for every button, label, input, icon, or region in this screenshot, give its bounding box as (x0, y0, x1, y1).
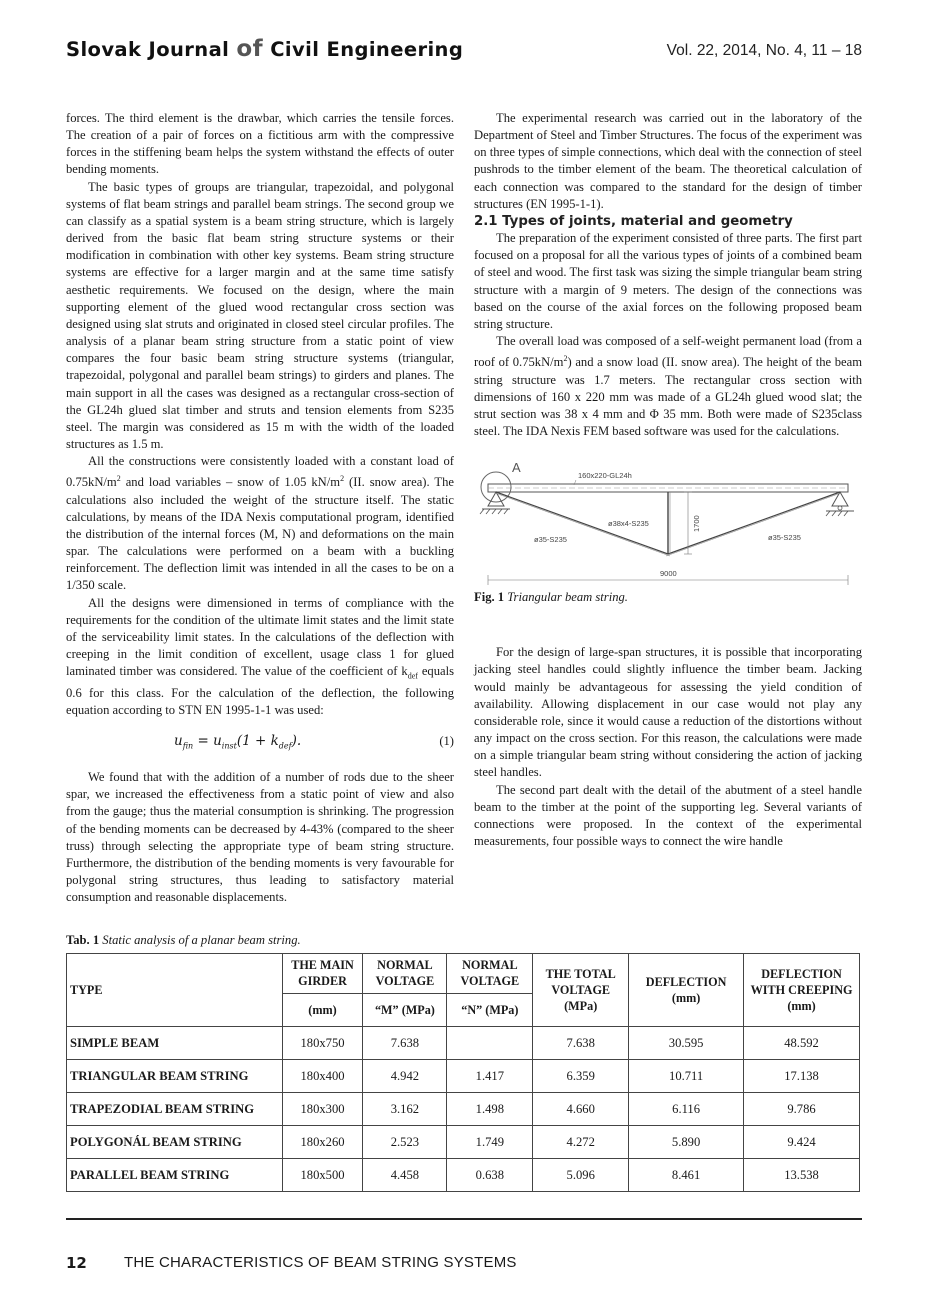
table-row: PARALLEL BEAM STRING 180x500 4.458 0.638 5.096 8.461 13.538 (67, 1159, 860, 1192)
header-n-unit: “N” (MPa) (447, 993, 533, 1026)
label-span: 9000 (660, 569, 677, 579)
table-caption: Tab. 1 Static analysis of a planar beam string. (66, 933, 301, 947)
paragraph: forces. The third element is the drawbar, which carries the tensile forces. The creation of a pair of forces on a fictitious arm with the compressive forces in the stiffening beam helps the system withstand the effects of outer bending moments. (66, 111, 454, 177)
figure-caption: Fig. 1 Triangular beam string. (474, 590, 628, 605)
paragraph: All the constructions were consistently loaded with a constant load of $0.75kN/m^2$ and load variables – snow of 1.05 $kN/m^2$ (II. snow area). The calculations also included the weight of the structure itself. The static calculations, by means of the IDA Nexis computational program, identified the distribution of the internal forces (M, N) and deformations on the main spar. The calculations were performed on a beam with a buckling reinforcement. The deflection limit was intended in all the cases to be on a 1/350 scale. (66, 454, 454, 593)
paragraph: The overall load was composed of a self-weight permanent load (from a roof of $0.75kN/m^2$) and a snow load (II. snow area). The height of the beam string structure was 1.7 meters. The rectangular cross section with dimensions of 160 x 220 mm was made of a GL24h glued wood slat; the strut section was 38 x 4 mm and Φ 35 mm. Both were made of S235class steel. The IDA Nexis FEM based software was used for the calculations. (474, 334, 863, 438)
static-analysis-table (66, 953, 860, 1192)
paragraph: The experimental research was carried out in the laboratory of the Department of Steel and Timber Structures. The focus of the experiment was on three types of simple connections, which deal with the connection of steel pushrods to the timber element of the beam. The theoretical calculation of each connection was compared to the standard for the design of timber structures (EN 1995-1-1). (474, 111, 862, 211)
header-normal-voltage-n: NORMAL VOLTAGE (447, 954, 533, 994)
figure-triangular-beam-string (474, 454, 862, 589)
paragraph: The basic types of groups are triangular, trapezoidal, and polygonal systems of flat beam strings and parallel beam strings. The second group we can classify as a spatial system is a beam string structure, which is largely derived from the basic flat beam string structure systems or their modification in combination with other key systems. Beam string structure systems are effective for a larger margin and at the same time satisfy aesthetic requirements. We focused on the design, where the main supporting element of the glued wood rectangular cross section was designed using slat struts and originated in closed steel circular profiles. The analysis of a planar beam string structure from a static point of view compares the four basic beam string structure systems (triangular, trapezoidal, polygonal and parallel beam strings) to girders and planes. The main support in all the cases was designed as a rectangular cross-section of the GL24h glued slat timber and struts and tension elements from S235 steel. The margin was considered as 15 m with the width of the loaded structures as 1.5 m. (66, 179, 454, 451)
paragraph: We found that with the addition of a number of rods due to the sheer spar, we increased the effectiveness from a static point of view and also from the gauge; thus the material consumption is shrinking. The progression of the bending moments can be decreased by 4-43% (compared to the sheer truss) through selecting the appropriate type of beam string structure. Furthermore, the distribution of the bending moments is very favourable for polygonal string structures, thus leading to satisfactory material consumption and reasonable displacements. (66, 770, 454, 905)
header-girder: THE MAIN GIRDER (282, 954, 363, 994)
beam-string-diagram (474, 454, 862, 589)
header-type: TYPE (67, 954, 283, 1027)
table-row: TRAPEZODIAL BEAM STRING 180x300 3.162 1.498 4.660 6.116 9.786 (67, 1093, 860, 1126)
header-m-unit: “M” (MPa) (363, 993, 447, 1026)
left-column (66, 110, 454, 906)
header-girder-unit: (mm) (282, 993, 363, 1026)
footer-rule (66, 1218, 862, 1220)
equation-formula: $u_{fin} = u_{inst}(1 + k_{def})$. (174, 733, 302, 751)
paragraph: The second part dealt with the detail of the abutment of a steel handle beam to the timber at the point of the supporting leg. Several variants of connections were proposed. In the context of the experimental measurements, four possible ways to connect the wire handle (474, 782, 862, 849)
running-title: THE CHARACTERISTICS OF BEAM STRING SYSTEMS (124, 1254, 517, 1271)
header-deflection-creeping: DEFLECTION WITH CREEPING (mm) (744, 954, 860, 1027)
equation-1 (66, 733, 454, 753)
label-beam: 160x220-GL24h (578, 471, 632, 481)
header-total-voltage: THE TOTAL VOLTAGE (MPa) (533, 954, 629, 1027)
header-normal-voltage-m: NORMAL VOLTAGE (363, 954, 447, 994)
journal-title: Slovak Journal of Civil Engineering (66, 36, 464, 62)
table-row: SIMPLE BEAM 180x750 7.638 7.638 30.595 48.592 (67, 1027, 860, 1060)
header-deflection: DEFLECTION (mm) (629, 954, 744, 1027)
paragraph: The preparation of the experiment consisted of three parts. The first part focused on a proposal for all the various types of joints of a combined beam of steel and wood. The first task was sizing the simple triangular beam string structure with a margin of 9 meters. The design of the connections was based on the course of the axial forces on the following proposed beam string structure. (474, 231, 862, 331)
detail-a-circle (481, 472, 511, 502)
table-row: TRIANGULAR BEAM STRING 180x400 4.942 1.417 6.359 10.711 17.138 (67, 1060, 860, 1093)
volume-info: Vol. 22, 2014, No. 4, 11 – 18 (666, 42, 862, 59)
label-rod-right: ø35-S235 (768, 533, 801, 543)
right-column (474, 110, 862, 850)
label-strut: ø38x4-S235 (608, 519, 649, 529)
label-rod-left: ø35-S235 (534, 535, 567, 545)
page-header (66, 36, 862, 72)
equation-number: (1) (439, 734, 454, 749)
page-number: 12 (66, 1254, 87, 1272)
section-heading: 2.1 Types of joints, material and geometry (474, 213, 793, 229)
paragraph: All the designs were dimensioned in terms of compliance with the requirements for the condition of the ultimate limit states and the limit state of the serviceability limit states. In the calculations of the deflection with creeping in the limit condition of excellent, usage class 1 for glued laminated timber was considered. The value of the coefficient of $k_{def}$ equals 0.6 for this class. For the calculation of the deflection, the following equation according to STN EN 1995-1-1 was used: (66, 595, 454, 718)
table-row: POLYGONÁL BEAM STRING 180x260 2.523 1.749 4.272 5.890 9.424 (67, 1126, 860, 1159)
label-height: 1700 (692, 515, 701, 533)
table-header-row (67, 954, 860, 994)
label-a: A (512, 460, 521, 476)
paragraph: For the design of large-span structures, it is possible that incorporating jacking steel handles could slightly influence the timber beam. Jacking would mainly be advantageous for assessing the yield condition of availability. Allowing displacement in our case would not play any considerable role, since it would cause a reduction of the distortions without any impact on the cross section. For this reason, the calculations were made on a simple triangular beam string without considering the action of jacking steel handles. (474, 645, 862, 780)
